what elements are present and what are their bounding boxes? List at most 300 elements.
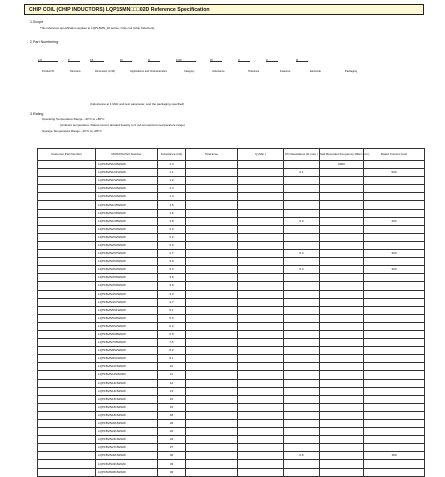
table-row [38,209,425,217]
customer-part-number-cell [38,250,96,258]
table-cell: 300 [364,250,425,258]
table-row [38,250,425,258]
table-cell [238,169,284,177]
customer-part-number-cell [38,379,96,387]
table-cell [364,468,425,476]
table-row [38,290,425,298]
table-cell [364,371,425,379]
column-header: MURATA Part Number [96,149,158,161]
table-cell [364,241,425,249]
table-cell: 30 [158,452,186,460]
table-cell [320,290,364,298]
table-row [38,355,425,363]
table-cell [364,306,425,314]
table-row [38,339,425,347]
customer-part-number-cell [38,225,96,233]
table-cell [186,233,238,241]
rating-line: Operating Temperature Range. -40°C to +85°C [42,117,105,121]
table-cell [364,209,425,217]
murata-part-number-cell: LQP15MN5N1W02D [96,306,158,314]
table-cell [284,436,320,444]
table-cell [238,411,284,419]
table-row [38,452,425,460]
table-cell [238,250,284,258]
table-cell [364,355,425,363]
table-cell [186,169,238,177]
table-cell [238,436,284,444]
table-cell [284,241,320,249]
table-cell: 3.6 [158,274,186,282]
table-row [38,185,425,193]
murata-part-number-cell: LQP15MN3N6W02D [96,274,158,282]
part-caption: Applications and Characteristics [130,70,167,73]
table-cell [238,371,284,379]
table-row [38,330,425,338]
customer-part-number-cell [38,233,96,241]
table-cell: 3.0 [158,258,186,266]
table-row [38,371,425,379]
table-cell: 1.0 [158,161,186,169]
table-row [38,436,425,444]
table-cell [186,161,238,169]
table-row [38,241,425,249]
table-row [38,387,425,395]
table-cell [320,274,364,282]
part-caption: Dimension (L×W) [95,70,116,73]
table-row [38,444,425,452]
table-cell: 1.8 [158,217,186,225]
table-cell [238,452,284,460]
table-cell [186,250,238,258]
table-cell [238,177,284,185]
table-cell [364,339,425,347]
table-row [38,403,425,411]
table-cell [320,403,364,411]
table-cell: 500 [364,169,425,177]
table-cell [186,460,238,468]
table-cell: 5.6 [158,314,186,322]
table-cell [238,185,284,193]
customer-part-number-cell [38,347,96,355]
table-cell [238,193,284,201]
murata-part-number-cell: LQP15MN7N5W02D [96,339,158,347]
customer-part-number-cell [38,306,96,314]
table-cell [238,225,284,233]
table-cell [238,395,284,403]
table-cell: 3.3 [158,266,186,274]
table-cell [320,193,364,201]
table-cell: 6.8 [158,330,186,338]
scope-text: This reference specification applies to LQP15MN_02 series, Chip coil (Chip Inductors). [40,26,156,30]
murata-part-number-cell: LQP15MN36NW02D [96,468,158,476]
table-cell: 11 [158,371,186,379]
table-cell [238,444,284,452]
table-cell [238,403,284,411]
table-row [38,169,425,177]
murata-part-number-cell: LQP15MN1N1W02D [96,169,158,177]
table-cell [186,266,238,274]
table-row [38,363,425,371]
table-cell [186,201,238,209]
rating-label: 3.Rating [30,112,44,116]
table-cell [320,363,364,371]
table-cell [284,355,320,363]
column-header: DC Resistance (Ω max.) [284,149,320,161]
column-header: Rated Current (mA) [364,149,425,161]
table-cell [320,452,364,460]
table-cell [284,274,320,282]
murata-part-number-cell: LQP15MN1N4W02D [96,193,158,201]
murata-part-number-cell: LQP15MN27NW02D [96,444,158,452]
part-caption: Electrode [310,70,321,73]
table-cell [186,258,238,266]
customer-part-number-cell [38,201,96,209]
table-cell [238,258,284,266]
table-row [38,420,425,428]
table-cell [320,411,364,419]
table-cell: 6000 [320,161,364,169]
table-cell [284,282,320,290]
table-row [38,379,425,387]
part-caption: Packaging [345,70,358,73]
table-cell [186,355,238,363]
column-header: Tolerance [186,149,238,161]
table-cell [364,387,425,395]
code-segment: P [68,58,80,62]
table-cell [238,298,284,306]
table-cell [186,452,238,460]
table-cell [320,306,364,314]
table-cell [364,282,425,290]
table-cell [284,193,320,201]
table-cell [364,460,425,468]
table-cell [320,225,364,233]
table-cell: 7.5 [158,339,186,347]
table-cell [186,339,238,347]
table-cell [238,290,284,298]
code-segment: D [296,58,308,62]
customer-part-number-cell [38,266,96,274]
document-header [24,4,424,15]
table-cell [284,298,320,306]
table-cell [186,185,238,193]
table-cell [364,161,425,169]
murata-part-number-cell: LQP15MN1N6W02D [96,209,158,217]
customer-part-number-cell [38,395,96,403]
customer-part-number-cell [38,444,96,452]
table-cell [284,363,320,371]
part-numbering-label: 2.Part Numbering [30,40,59,44]
table-cell: 1.5 [158,201,186,209]
customer-part-number-cell [38,322,96,330]
table-cell [238,420,284,428]
table-cell [320,347,364,355]
murata-part-number-cell: LQP15MN3N9W02D [96,282,158,290]
murata-part-number-cell: LQP15MN3N0W02D [96,258,158,266]
table-cell [186,274,238,282]
customer-part-number-cell [38,330,96,338]
table-cell [364,436,425,444]
customer-part-number-cell [38,428,96,436]
table-cell [186,282,238,290]
table-cell [284,460,320,468]
table-cell [186,347,238,355]
part-caption: Structure [70,70,81,73]
murata-part-number-cell: LQP15MN1N3W02D [96,185,158,193]
murata-part-number-cell: LQP15MN2N7W02D [96,250,158,258]
customer-part-number-cell [38,314,96,322]
customer-part-number-cell [38,468,96,476]
customer-part-number-cell [38,161,96,169]
table-cell [238,379,284,387]
table-cell [238,201,284,209]
table-cell: 0.1 [284,169,320,177]
table-cell [320,468,364,476]
table-cell [186,379,238,387]
part-caption: Tolerance [248,70,260,73]
murata-part-number-cell: LQP15MN2N2W02D [96,233,158,241]
table-cell [284,322,320,330]
table-cell [238,241,284,249]
customer-part-number-cell [38,177,96,185]
table-cell [320,355,364,363]
table-cell: 15 [158,395,186,403]
table-cell [364,225,425,233]
table-cell [320,266,364,274]
table-cell [364,290,425,298]
murata-part-number-cell: LQP15MN1N2W02D [96,177,158,185]
code-segment: N [148,58,160,62]
table-cell [186,322,238,330]
table-cell [364,314,425,322]
table-cell: 9.1 [158,355,186,363]
table-cell [284,468,320,476]
customer-part-number-cell [38,169,96,177]
part-caption: Category [184,70,195,73]
table-cell [238,428,284,436]
part-caption: Product ID [42,70,55,73]
table-cell: 2.0 [158,225,186,233]
table-row [38,225,425,233]
table-cell [320,395,364,403]
murata-part-number-cell: LQP15MN9N1W02D [96,355,158,363]
table-cell [284,225,320,233]
table-cell [320,420,364,428]
specification-table [37,148,425,477]
table-cell [284,395,320,403]
murata-part-number-cell: LQP15MN5N6W02D [96,314,158,322]
table-cell [284,444,320,452]
table-cell: 4.7 [158,298,186,306]
table-cell: 400 [364,217,425,225]
table-cell [238,209,284,217]
table-cell [284,185,320,193]
table-row [38,468,425,476]
table-row [38,274,425,282]
table-cell: 0.3 [284,266,320,274]
table-cell [320,371,364,379]
customer-part-number-cell [38,452,96,460]
table-row [38,306,425,314]
table-cell [320,330,364,338]
table-cell [186,225,238,233]
table-cell [320,241,364,249]
table-cell: 12 [158,379,186,387]
table-cell [364,428,425,436]
customer-part-number-cell [38,258,96,266]
table-cell [186,363,238,371]
table-cell: 8.2 [158,347,186,355]
part-caption: Features [280,70,291,73]
table-cell [238,314,284,322]
table-cell [320,177,364,185]
table-cell: 0.2 [284,217,320,225]
table-cell [364,233,425,241]
table-cell [186,444,238,452]
table-cell: 2.7 [158,250,186,258]
code-segment: W [210,58,222,62]
table-cell [238,306,284,314]
table-cell [238,161,284,169]
table-cell: 3.9 [158,282,186,290]
table-cell: 22 [158,428,186,436]
table-cell: 300 [364,266,425,274]
murata-part-number-cell: LQP15MN12NW02D [96,379,158,387]
murata-part-number-cell: LQP15MN16NW02D [96,403,158,411]
table-cell [186,387,238,395]
rating-line: (Ambient temperature; Rated current derated linearly to 0 mA at maximum temperature range) [60,123,185,127]
table-row [38,322,425,330]
document-title: CHIP COIL (CHIP INDUCTORS) LQP15MN□□□02D Reference Specification [29,7,210,13]
murata-part-number-cell: LQP15MN15NW02D [96,395,158,403]
table-row [38,201,425,209]
table-cell [186,428,238,436]
table-cell [364,403,425,411]
customer-part-number-cell [38,363,96,371]
murata-part-number-cell: LQP15MN6N8W02D [96,330,158,338]
column-header: Customer Part Number [38,149,96,161]
table-row [38,298,425,306]
table-cell [364,330,425,338]
murata-part-number-cell: LQP15MN8N2W02D [96,347,158,355]
table-cell [320,322,364,330]
customer-part-number-cell [38,209,96,217]
murata-part-number-cell: LQP15MN1N8W02D [96,217,158,225]
table-cell [364,193,425,201]
customer-part-number-cell [38,420,96,428]
customer-part-number-cell [38,282,96,290]
table-cell [364,274,425,282]
table-cell [320,217,364,225]
customer-part-number-cell [38,185,96,193]
table-body [38,161,425,477]
table-row [38,258,425,266]
table-cell: 13 [158,387,186,395]
customer-part-number-cell [38,371,96,379]
murata-part-number-cell: LQP15MN10NW02D [96,363,158,371]
table-cell [284,306,320,314]
murata-part-number-cell: LQP15MN6N2W02D [96,322,158,330]
table-cell [284,411,320,419]
table-cell [186,241,238,249]
customer-part-number-cell [38,274,96,282]
table-cell [238,274,284,282]
table-cell: 27 [158,444,186,452]
table-cell [320,460,364,468]
table-cell [186,436,238,444]
table-cell [364,379,425,387]
table-cell [186,209,238,217]
table-row [38,282,425,290]
table-cell [320,185,364,193]
table-row [38,347,425,355]
customer-part-number-cell [38,411,96,419]
table-cell: 1.4 [158,193,186,201]
table-cell [320,379,364,387]
table-cell [364,177,425,185]
murata-part-number-cell: LQP15MN30NW02D [96,452,158,460]
murata-part-number-cell: LQP15MN2N0W02D [96,225,158,233]
table-cell [320,282,364,290]
table-cell [238,322,284,330]
table-cell [186,395,238,403]
customer-part-number-cell [38,298,96,306]
table-cell [364,420,425,428]
table-cell [238,330,284,338]
table-cell [284,428,320,436]
table-cell: 0.3 [284,250,320,258]
table-cell [364,322,425,330]
table-cell [284,258,320,266]
table-cell [320,436,364,444]
murata-part-number-cell: LQP15MN2N4W02D [96,241,158,249]
table-cell [320,314,364,322]
customer-part-number-cell [38,193,96,201]
table-cell [320,209,364,217]
table-cell [238,355,284,363]
murata-part-number-cell: LQP15MN4N3W02D [96,290,158,298]
column-header: Q (Min.) [238,149,284,161]
table-cell [284,371,320,379]
table-cell [186,306,238,314]
customer-part-number-cell [38,339,96,347]
table-row [38,411,425,419]
table-cell: 1.2 [158,177,186,185]
table-cell [320,169,364,177]
murata-part-number-cell: LQP15MN20NW02D [96,420,158,428]
part-caption: Inductance [212,70,225,73]
table-cell [320,250,364,258]
code-segment: LQ [38,58,58,62]
table-cell [364,395,425,403]
table-cell [238,347,284,355]
table-cell [186,177,238,185]
table-cell: 180 [364,452,425,460]
code-segment: 0 [238,58,250,62]
table-cell [186,411,238,419]
code-segment: 1N0 [176,58,196,62]
table-cell [284,403,320,411]
table-header-row [38,149,425,161]
table-cell [186,403,238,411]
table-cell [186,330,238,338]
customer-part-number-cell [38,403,96,411]
table-cell [364,258,425,266]
murata-part-number-cell: LQP15MN24NW02D [96,436,158,444]
table-cell [238,266,284,274]
table-cell [364,298,425,306]
table-cell [364,444,425,452]
